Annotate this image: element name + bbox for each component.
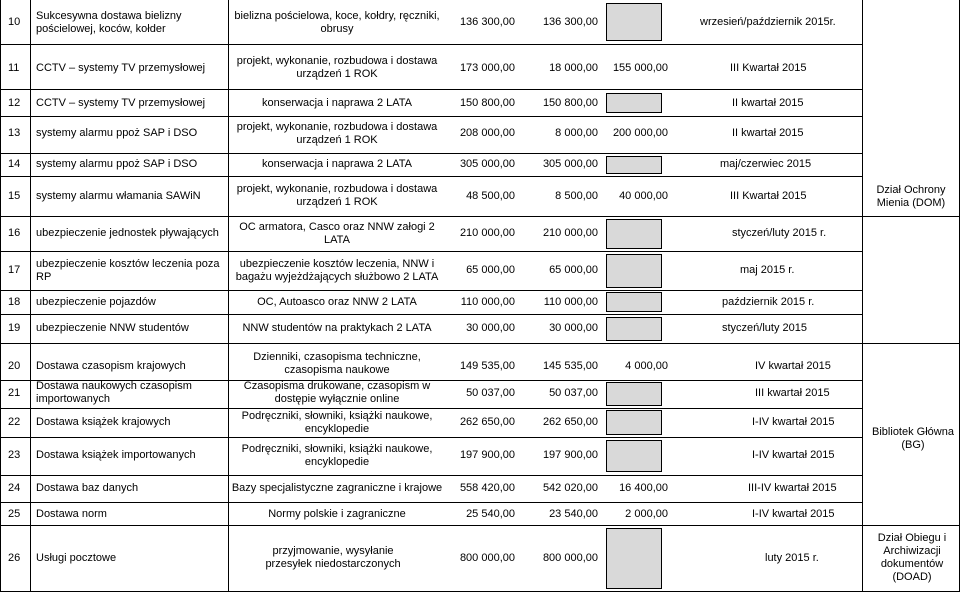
value-part1: 65 000,00 [549, 264, 598, 276]
value-total: 262 650,00 [459, 416, 515, 428]
unit-name: Dział Obiegu i Archiwizacji dokumentów (DOAD) [877, 532, 947, 583]
item-name: ubezpieczenie NNW studentów [36, 322, 189, 334]
empty-cell [606, 156, 662, 174]
row-divider [0, 153, 862, 154]
scope-text: OC armatora, Casco oraz NNW załogi 2 LATA [239, 221, 435, 246]
value-total: 149 535,00 [459, 360, 515, 372]
row-divider [0, 89, 862, 90]
item-name: Dostawa czasopism krajowych [36, 360, 186, 372]
scope-text: projekt, wykonanie, rozbudowa i dostawa urządzeń 1 ROK [236, 183, 438, 208]
row-divider [0, 343, 960, 344]
row-number: 21 [8, 387, 21, 399]
value-total: 65 000,00 [466, 264, 515, 276]
row-divider [0, 116, 862, 117]
value-part1: 800 000,00 [542, 552, 598, 564]
item-name: ubezpieczenie jednostek pływających [36, 227, 219, 239]
row-divider [0, 251, 862, 252]
value-part1: 136 300,00 [542, 16, 598, 28]
term-text: III kwartał 2015 [755, 387, 830, 399]
value-part1: 210 000,00 [542, 227, 598, 239]
unit-name: Dział Ochrony Mienia (DOM) [876, 184, 946, 209]
value-total: 150 800,00 [459, 97, 515, 109]
empty-cell [606, 410, 662, 435]
item-name: Usługi pocztowe [36, 552, 117, 564]
value-part1: 23 540,00 [549, 508, 598, 520]
row-number: 11 [8, 62, 20, 74]
scope-text: Dzienniki, czasopisma techniczne, czasopisma naukowe [253, 351, 421, 376]
item-name: Dostawa książek krajowych [36, 416, 171, 428]
term-text: I-IV kwartał 2015 [752, 416, 835, 428]
value-part2: 40 000,00 [619, 190, 668, 202]
item-name: Sukcesywna dostawa bielizny pościelowej, koców, kołder [36, 10, 182, 35]
term-text: II kwartał 2015 [732, 127, 804, 139]
value-total: 30 000,00 [466, 322, 515, 334]
row-divider [0, 216, 960, 217]
row-divider [0, 502, 862, 503]
item-name: Dostawa książek importowanych [36, 449, 196, 461]
value-part1: 542 020,00 [542, 482, 598, 494]
unit-name: Bibliotek Główna (BG) [872, 426, 954, 451]
value-part1: 145 535,00 [542, 360, 598, 372]
value-total: 800 000,00 [459, 552, 515, 564]
value-total: 25 540,00 [466, 508, 515, 520]
col-divider [30, 0, 31, 592]
item-name: ubezpieczenie pojazdów [36, 296, 156, 308]
row-number: 10 [8, 16, 21, 28]
empty-cell [606, 93, 662, 113]
value-part2: 155 000,00 [612, 62, 668, 74]
scope-text: NNW studentów na praktykach 2 LATA [242, 322, 432, 334]
row-divider [0, 525, 960, 526]
item-name: systemy alarmu włamania SAWiN [36, 190, 201, 202]
value-total: 48 500,00 [466, 190, 515, 202]
row-divider [0, 176, 862, 177]
row-number: 26 [8, 552, 21, 564]
row-divider [0, 475, 862, 476]
row-divider [0, 408, 862, 409]
value-total: 110 000,00 [460, 296, 515, 308]
empty-cell [606, 219, 662, 249]
item-name: CCTV – systemy TV przemysłowej [36, 62, 206, 74]
term-text: maj 2015 r. [740, 264, 795, 276]
value-part1: 305 000,00 [542, 158, 598, 170]
item-name: Dostawa norm [36, 508, 107, 520]
scope-text: konserwacja i naprawa 2 LATA [262, 158, 412, 170]
row-number: 12 [8, 97, 21, 109]
value-part1: 197 900,00 [542, 449, 598, 461]
row-number: 20 [8, 360, 21, 372]
item-name: systemy alarmu ppoż SAP i DSO [36, 158, 198, 170]
value-part1: 30 000,00 [549, 322, 598, 334]
term-text: III-IV kwartał 2015 [748, 482, 837, 494]
value-total: 136 300,00 [459, 16, 515, 28]
row-divider [0, 290, 862, 291]
empty-cell [606, 528, 662, 589]
row-number: 18 [8, 296, 21, 308]
row-divider [0, 44, 862, 45]
scope-text: ubezpieczenie kosztów leczenia, NNW i bagażu wyjeżdżających służbowo 2 LATA [235, 258, 439, 283]
row-number: 16 [8, 227, 21, 239]
row-number: 14 [8, 158, 21, 170]
scope-text: Normy polskie i zagraniczne [268, 508, 406, 520]
item-name: Dostawa naukowych czasopism importowanych [36, 380, 192, 405]
row-divider [0, 437, 862, 438]
scope-text: bielizna pościelowa, koce, kołdry, ręczniki, obrusy [234, 10, 440, 35]
row-number: 23 [8, 449, 21, 461]
value-part1: 8 000,00 [555, 127, 598, 139]
empty-cell [606, 254, 662, 288]
value-part1: 110 000,00 [543, 296, 598, 308]
scope-text: konserwacja i naprawa 2 LATA [262, 97, 412, 109]
value-part1: 50 037,00 [549, 387, 598, 399]
term-text: I-IV kwartał 2015 [752, 449, 835, 461]
empty-cell [606, 317, 662, 341]
empty-cell [606, 440, 662, 472]
value-part2: 200 000,00 [612, 127, 668, 139]
term-text: styczeń/luty 2015 [722, 322, 807, 334]
value-part1: 150 800,00 [542, 97, 598, 109]
value-total: 208 000,00 [459, 127, 515, 139]
value-total: 50 037,00 [466, 387, 515, 399]
row-number: 17 [8, 264, 21, 276]
value-part2: 2 000,00 [625, 508, 668, 520]
value-part1: 8 500,00 [555, 190, 598, 202]
term-text: III Kwartał 2015 [730, 62, 807, 74]
scope-text: przyjmowanie, wysyłanie przesyłek niedostarczonych [265, 545, 401, 570]
value-part1: 262 650,00 [542, 416, 598, 428]
row-number: 19 [8, 322, 21, 334]
row-number: 15 [8, 190, 21, 202]
term-text: maj/czerwiec 2015 [720, 158, 812, 170]
scope-text: Podręczniki, słowniki, książki naukowe, encyklopedie [241, 443, 433, 468]
scope-text: Czasopisma drukowane, czasopism w dostępie wyłącznie online [243, 380, 431, 405]
scope-text: Bazy specjalistyczne zagraniczne i krajowe [231, 482, 443, 494]
term-text: październik 2015 r. [722, 296, 815, 308]
row-number: 24 [8, 482, 21, 494]
term-text: III Kwartał 2015 [730, 190, 807, 202]
term-text: luty 2015 r. [765, 552, 819, 564]
scope-text: Podręczniki, słowniki, książki naukowe, encyklopedie [241, 410, 433, 435]
item-name: ubezpieczenie kosztów leczenia poza RP [36, 258, 220, 283]
term-text: IV kwartał 2015 [755, 360, 831, 372]
value-total: 558 420,00 [459, 482, 515, 494]
value-total: 197 900,00 [459, 449, 515, 461]
term-text: wrzesień/październik 2015r. [700, 16, 836, 28]
row-number: 13 [8, 127, 21, 139]
empty-cell [606, 292, 662, 312]
scope-text: OC, Autoasco oraz NNW 2 LATA [257, 296, 417, 308]
empty-cell [606, 3, 662, 41]
term-text: styczeń/luty 2015 r. [732, 227, 827, 239]
row-number: 22 [8, 416, 21, 428]
col-divider [862, 0, 863, 592]
item-name: Dostawa baz danych [36, 482, 139, 494]
value-total: 173 000,00 [459, 62, 515, 74]
row-divider [0, 314, 862, 315]
value-part2: 4 000,00 [625, 360, 668, 372]
value-total: 305 000,00 [459, 158, 515, 170]
scope-text: projekt, wykonanie, rozbudowa i dostawa urządzeń 1 ROK [236, 55, 438, 80]
item-name: systemy alarmu ppoż SAP i DSO [36, 127, 198, 139]
item-name: CCTV – systemy TV przemysłowej [36, 97, 206, 109]
col-divider [0, 0, 1, 592]
value-part2: 16 400,00 [619, 482, 668, 494]
value-part1: 18 000,00 [549, 62, 598, 74]
row-number: 25 [8, 508, 21, 520]
empty-cell [606, 382, 662, 406]
term-text: II kwartał 2015 [732, 97, 804, 109]
scope-text: projekt, wykonanie, rozbudowa i dostawa urządzeń 1 ROK [236, 121, 438, 146]
term-text: I-IV kwartał 2015 [752, 508, 835, 520]
value-total: 210 000,00 [459, 227, 515, 239]
